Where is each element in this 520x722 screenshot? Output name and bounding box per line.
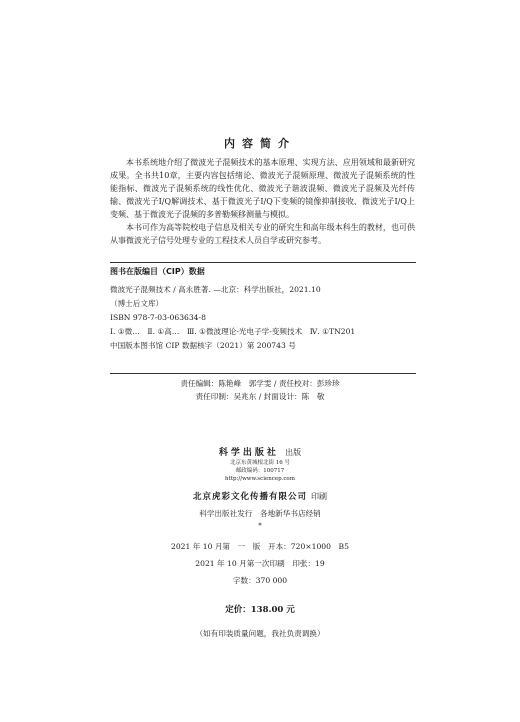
cip-line: ISBN 978-7-03-063634-8 — [110, 313, 206, 322]
printing-line: 2021 年 10 月第一次印刷 印张：19 — [195, 559, 325, 568]
distribution-line: 科学出版社发行 各地新华书店经销 — [199, 509, 321, 518]
price: 定价：138.00 元 — [225, 605, 295, 615]
intro-title: 内容简介 — [224, 137, 296, 150]
quality-notice: （如有印装质量问题，我社负责调换） — [195, 629, 325, 638]
printer-name — [0, 490, 520, 502]
printer-company: 北京虎彩文化传播有限公司 — [193, 492, 308, 502]
cip-heading: 图书在版编目（CIP）数据 — [110, 267, 205, 276]
production-line: 责任印制：吴兆东 / 封面设计：陈 敬 — [195, 392, 325, 401]
edition-line: 2021 年 10 月第 一 版 开本：720×1000 B5 — [171, 542, 349, 551]
cip-block — [110, 262, 416, 374]
publisher-address: 北京东黄城根北街 16 号 — [230, 460, 290, 466]
publisher-postcode: 邮政编码：100717 — [235, 468, 285, 474]
cip-line: Ⅰ. ①微… Ⅱ. ①高… Ⅲ. ①微波理论-光电子学-变频技术 Ⅳ. ①TN201 — [110, 327, 356, 336]
intro-body — [110, 156, 415, 247]
publisher-logo-text: 科学出版社 — [218, 448, 279, 458]
cip-line: 中国版本图书馆 CIP 数据核字（2021）第 200743 号 — [110, 341, 296, 350]
editor-line: 责任编辑：陈艳峰 郭学雯 / 责任校对：彭珍珍 — [180, 379, 340, 388]
publisher-url: http://www.sciencep.com — [225, 476, 295, 482]
editor-credits — [0, 377, 520, 403]
cip-line: （博士后文库） — [110, 299, 164, 308]
printer-suffix: 印刷 — [310, 492, 327, 501]
intro-paragraph: 本书可作为高等院校电子信息及相关专业的研究生和高年级本科生的教材，也可供从事微波光子信号处理专业的工程技术人员自学或研究参考。 — [110, 223, 415, 245]
publisher-name — [0, 445, 520, 458]
cip-line: 微波光子混频技术 / 高永胜著. —北京：科学出版社，2021.10 — [110, 285, 321, 294]
publisher-suffix: 出版 — [285, 448, 302, 457]
separator-star: * — [258, 522, 262, 530]
word-count-line: 字数：370 000 — [232, 576, 288, 585]
intro-paragraph: 本书系统地介绍了微波光子混频技术的基本原理、实现方法、应用领域和最新研究成果。全书共10章，主要内容包括绪论、微波光子混频原理、微波光子混频系统的性能指标、微波光子混频系统的线性优化、微波光子谐波混频、微波光子混频及光纤传输、微波光子I/Q解调技术、基于微波光子I/Q下变频的镜像抑制接收、微波光子I/Q上变频、基于微波光子混频的多普勒频移测量与模拟。 — [110, 158, 415, 219]
